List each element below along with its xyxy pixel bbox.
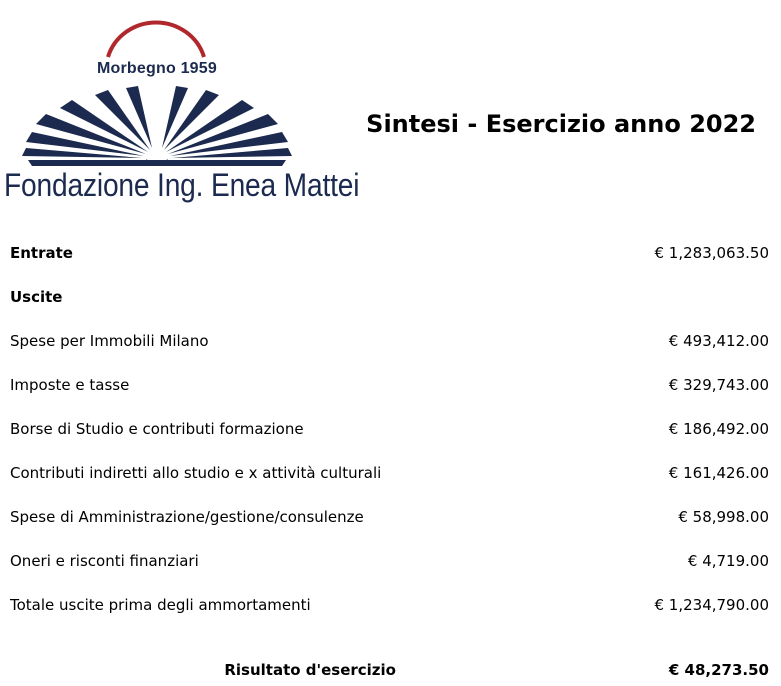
logo-org-name: Fondazione Ing. Enea Mattei (4, 167, 360, 203)
row-spese-immobili (10, 329, 769, 373)
logo-tagline: Morbegno 1959 (97, 60, 217, 77)
row-label: Oneri e risconti finanziari (10, 552, 199, 570)
row-totale-uscite (10, 593, 769, 637)
row-entrate (10, 241, 769, 285)
arc-icon (108, 22, 204, 57)
row-spese-amministrazione (10, 505, 769, 549)
financial-summary-list (10, 241, 769, 637)
row-value: € 186,492.00 (668, 420, 769, 438)
row-uscite (10, 285, 769, 329)
result-label: Risultato d'esercizio (224, 661, 396, 679)
row-label: Contributi indiretti allo studio e x attività culturali (10, 464, 382, 482)
row-value: € 161,426.00 (668, 464, 769, 482)
result-value: € 48,273.50 (668, 661, 769, 679)
row-label: Entrate (10, 244, 73, 262)
row-label: Uscite (10, 288, 63, 306)
row-borse-studio (10, 417, 769, 461)
row-contributi-indiretti (10, 461, 769, 505)
row-value: € 58,998.00 (678, 508, 769, 526)
row-imposte-tasse (10, 373, 769, 417)
row-label: Spese di Amministrazione/gestione/consulenze (10, 508, 364, 526)
row-value: € 1,283,063.50 (654, 244, 769, 262)
row-label: Imposte e tasse (10, 376, 130, 394)
row-oneri-risconti (10, 549, 769, 593)
row-value: € 329,743.00 (668, 376, 769, 394)
row-value: € 1,234,790.00 (654, 596, 769, 614)
foundation-logo (0, 0, 360, 215)
page-title: Sintesi - Esercizio anno 2022 (366, 110, 756, 138)
result-row (0, 658, 769, 684)
row-label: Spese per Immobili Milano (10, 332, 209, 350)
row-label: Borse di Studio e contributi formazione (10, 420, 304, 438)
row-value: € 493,412.00 (668, 332, 769, 350)
row-value: € 4,719.00 (687, 552, 769, 570)
row-label: Totale uscite prima degli ammortamenti (10, 596, 311, 614)
